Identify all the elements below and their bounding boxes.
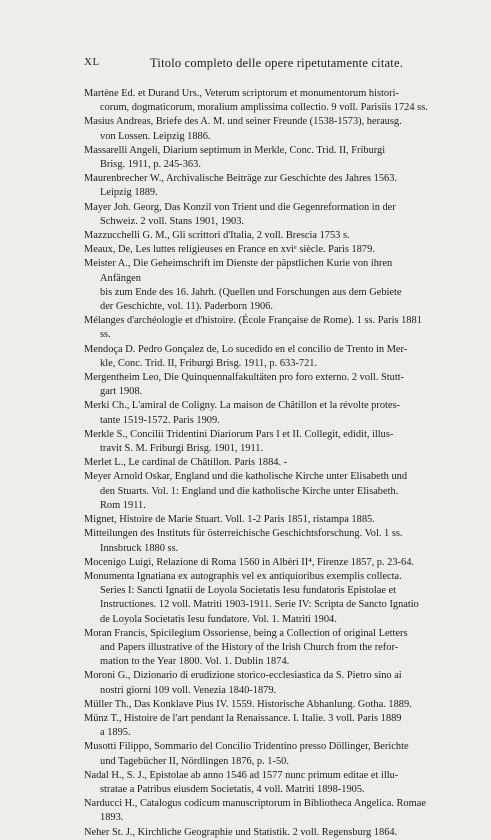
bibliography-entry: [84, 144, 432, 172]
bibliography-entry: [84, 428, 432, 456]
entry-line: a 1895.: [100, 727, 131, 739]
bibliography-entry: [84, 712, 432, 740]
bibliography-entry: [84, 243, 432, 257]
entry-line: Müller Th., Das Konklave Pius IV. 1559. Historische Abhanlung. Gotha. 1889.: [84, 698, 412, 710]
entry-line: Münz T., Histoire de l'art pendant la Renaissance. I. Italie. 3 voll. Paris 1889: [84, 712, 402, 724]
bibliography-entry: [84, 115, 432, 143]
entry-line: Meyer Arnold Oskar, England und die katholische Kirche unter Elisabeth und: [84, 471, 408, 483]
entry-line: Mignet, Histoire de Marie Stuart. Voll. 1-2 Paris 1851, ristampa 1885.: [84, 514, 375, 526]
bibliography-entry: [84, 527, 432, 555]
entry-line: Neher St. J., Kirchliche Geographie und Statistik. 2 voll. Regensburg 1864.: [84, 826, 398, 838]
bibliography-entry: [84, 456, 432, 470]
entry-line: tante 1519-1572. Paris 1909.: [100, 414, 220, 426]
entry-line: travit S. M. Friburgi Brisg. 1901, 1911.: [100, 443, 264, 455]
entry-line: Moran Francis, Spicilegium Ossoriense, being a Collection of original Letters: [84, 627, 408, 639]
entry-line: Instructiones. 12 voll. Matriti 1903-1911. Serie IV: Scripta de Sancto Ignatio: [100, 599, 419, 611]
bibliography-list: [84, 87, 432, 840]
entry-line: Mitteilungen des Instituts für österreichische Geschichtsforschung. Vol. 1 ss.: [84, 528, 403, 540]
bibliography-entry: [84, 513, 432, 527]
entry-line: Mergentheim Leo, Die Quinquennalfakultäten pro foro externo. 2 voll. Stutt-: [84, 372, 405, 384]
entry-line: stratae a Patribus eiusdem Societatis, 4 voll. Matriti 1898-1905.: [100, 783, 365, 795]
entry-line: corum, dogmaticorum, moralium amplissima collectio. 9 voll. Parisiis 1724 ss.: [100, 102, 428, 114]
bibliography-entry: [84, 229, 432, 243]
page-header: [84, 56, 432, 74]
bibliography-entry: [84, 769, 432, 797]
entry-line: Merkle S., Concilii Tridentini Diariorum Pars I et II. Collegit, edidit, illus-: [84, 428, 394, 440]
entry-line: Musotti Filippo, Sommario del Concilio Tridentino presso Döllinger, Berichte: [84, 741, 409, 753]
entry-line: Masius Andreas, Briefe des A. M. und seiner Freunde (1538-1573), herausg.: [84, 116, 402, 128]
entry-line: Schweiz. 2 voll. Stans 1901, 1903.: [100, 215, 245, 227]
entry-line: Narducci H., Catalogus codicum manuscriptorum in Bibliotheca Angelica. Romae: [84, 798, 426, 810]
running-title: Titolo completo delle opere ripetutamente citate.: [150, 56, 404, 70]
entry-line: Mayer Joh. Georg, Das Konzil von Trient und die Gegenreformation in der: [84, 201, 396, 213]
entry-line: Rom 1911.: [100, 499, 146, 511]
entry-line: de Loyola Societatis Iesu fundatore. Vol. 1. Matriti 1904.: [100, 613, 337, 625]
entry-line: Nadal H., S. J., Epistolae ab anno 1546 ad 1577 nunc primum editae et illu-: [84, 769, 399, 781]
bibliography-entry: [84, 343, 432, 371]
bibliography-entry: [84, 797, 432, 825]
entry-line: von Lossen. Leipzig 1886.: [100, 130, 211, 142]
bibliography-entry: [84, 470, 432, 513]
page-number: XL: [84, 56, 100, 68]
bibliography-entry: [84, 698, 432, 712]
entry-line: und Tagebücher II, Nördlingen 1876, p. 1-50.: [100, 755, 289, 767]
bibliography-entry: [84, 570, 432, 627]
entry-line: and Papers illustrative of the History of the Irish Church from the refor-: [100, 641, 399, 653]
entry-line: Martène Ed. et Durand Urs., Veterum scriptorum et monumentorum histori-: [84, 88, 399, 99]
entry-line: Brisg. 1911, p. 245-363.: [100, 159, 201, 171]
entry-line: gart 1908.: [100, 386, 143, 398]
bibliography-entry: [84, 314, 432, 342]
entry-line: Monumenta Ignatiana ex autographis vel ex antiquioribus exemplis collecta.: [84, 570, 402, 582]
entry-line: Massarelli Angeli, Diarium septimum in Merkle, Conc. Trid. II, Friburgi: [84, 144, 386, 156]
entry-line: Mendoça D. Pedro Gonçalez de, Lo sucedido en el concilio de Trento in Mer-: [84, 343, 408, 355]
entry-line: kle, Conc. Trid. II, Friburgi Brisg. 1911, p. 633-721.: [100, 357, 318, 369]
bibliography-entry: [84, 371, 432, 399]
bibliography-entry: [84, 172, 432, 200]
entry-line: Mazzucchelli G. M., Gli scrittori d'Italia, 2 voll. Brescia 1753 s.: [84, 230, 350, 242]
entry-line: 1893.: [100, 812, 124, 824]
entry-line: nostri giorni 109 voll. Venezia 1840-1879.: [100, 684, 277, 696]
entry-line: Merlet L., Le cardinal de Châtillon. Paris 1884. -: [84, 457, 288, 469]
bibliography-entry: [84, 257, 432, 314]
bibliography-entry: [84, 740, 432, 768]
entry-line: Meaux, De, Les luttes religieuses en France en xviᵉ siècle. Paris 1879.: [84, 244, 375, 256]
entry-line: Series I: Sancti Ignatii de Loyola Societatis Iesu fundatoris Epistolae et: [100, 585, 397, 597]
bibliography-entry: [84, 826, 432, 840]
bibliography-entry: [84, 556, 432, 570]
bibliography-entry: [84, 87, 432, 115]
entry-line: Innsbruck 1880 ss.: [100, 542, 179, 554]
bibliography-entry: [84, 627, 432, 670]
entry-line: Moroni G., Dizionario di erudizione storico-ecclesiastica da S. Pietro sino ai: [84, 670, 402, 682]
bibliography-entry: [84, 399, 432, 427]
entry-line: Mocenigo Luigi, Relazione di Roma 1560 in Albèri II⁴, Firenze 1857, p. 23-64.: [84, 556, 414, 568]
entry-line: bis zum Ende des 16. Jahrh. (Quellen und Forschungen aus dem Gebiete: [100, 286, 402, 298]
entry-line: mation to the Year 1800. Vol. 1. Dublin 1874.: [100, 656, 290, 668]
entry-line: Meister A., Die Geheimschrift im Dienste der päpstlichen Kurie von ihren Anfängen: [84, 258, 393, 284]
entry-line: Maurenbrecher W., Archivalische Beiträge zur Geschichte des Jahres 1563.: [84, 173, 398, 185]
bibliography-entry: [84, 201, 432, 229]
entry-line: der Geschichte, vol. 11). Paderborn 1906.: [100, 301, 274, 313]
bibliography-entry: [84, 669, 432, 697]
entry-line: den Stuarts. Vol. 1: England und die katholische Kirche unter Elisabeth.: [100, 485, 399, 497]
entry-line: Leipzig 1889.: [100, 187, 158, 199]
entry-line: Mélanges d'archéologie et d'histoire. (École Française de Rome). 1 ss. Paris 1881 ss.: [84, 315, 422, 341]
entry-line: Merki Ch., L'amiral de Coligny. La maison de Châtillon et la révolte protes-: [84, 400, 401, 412]
